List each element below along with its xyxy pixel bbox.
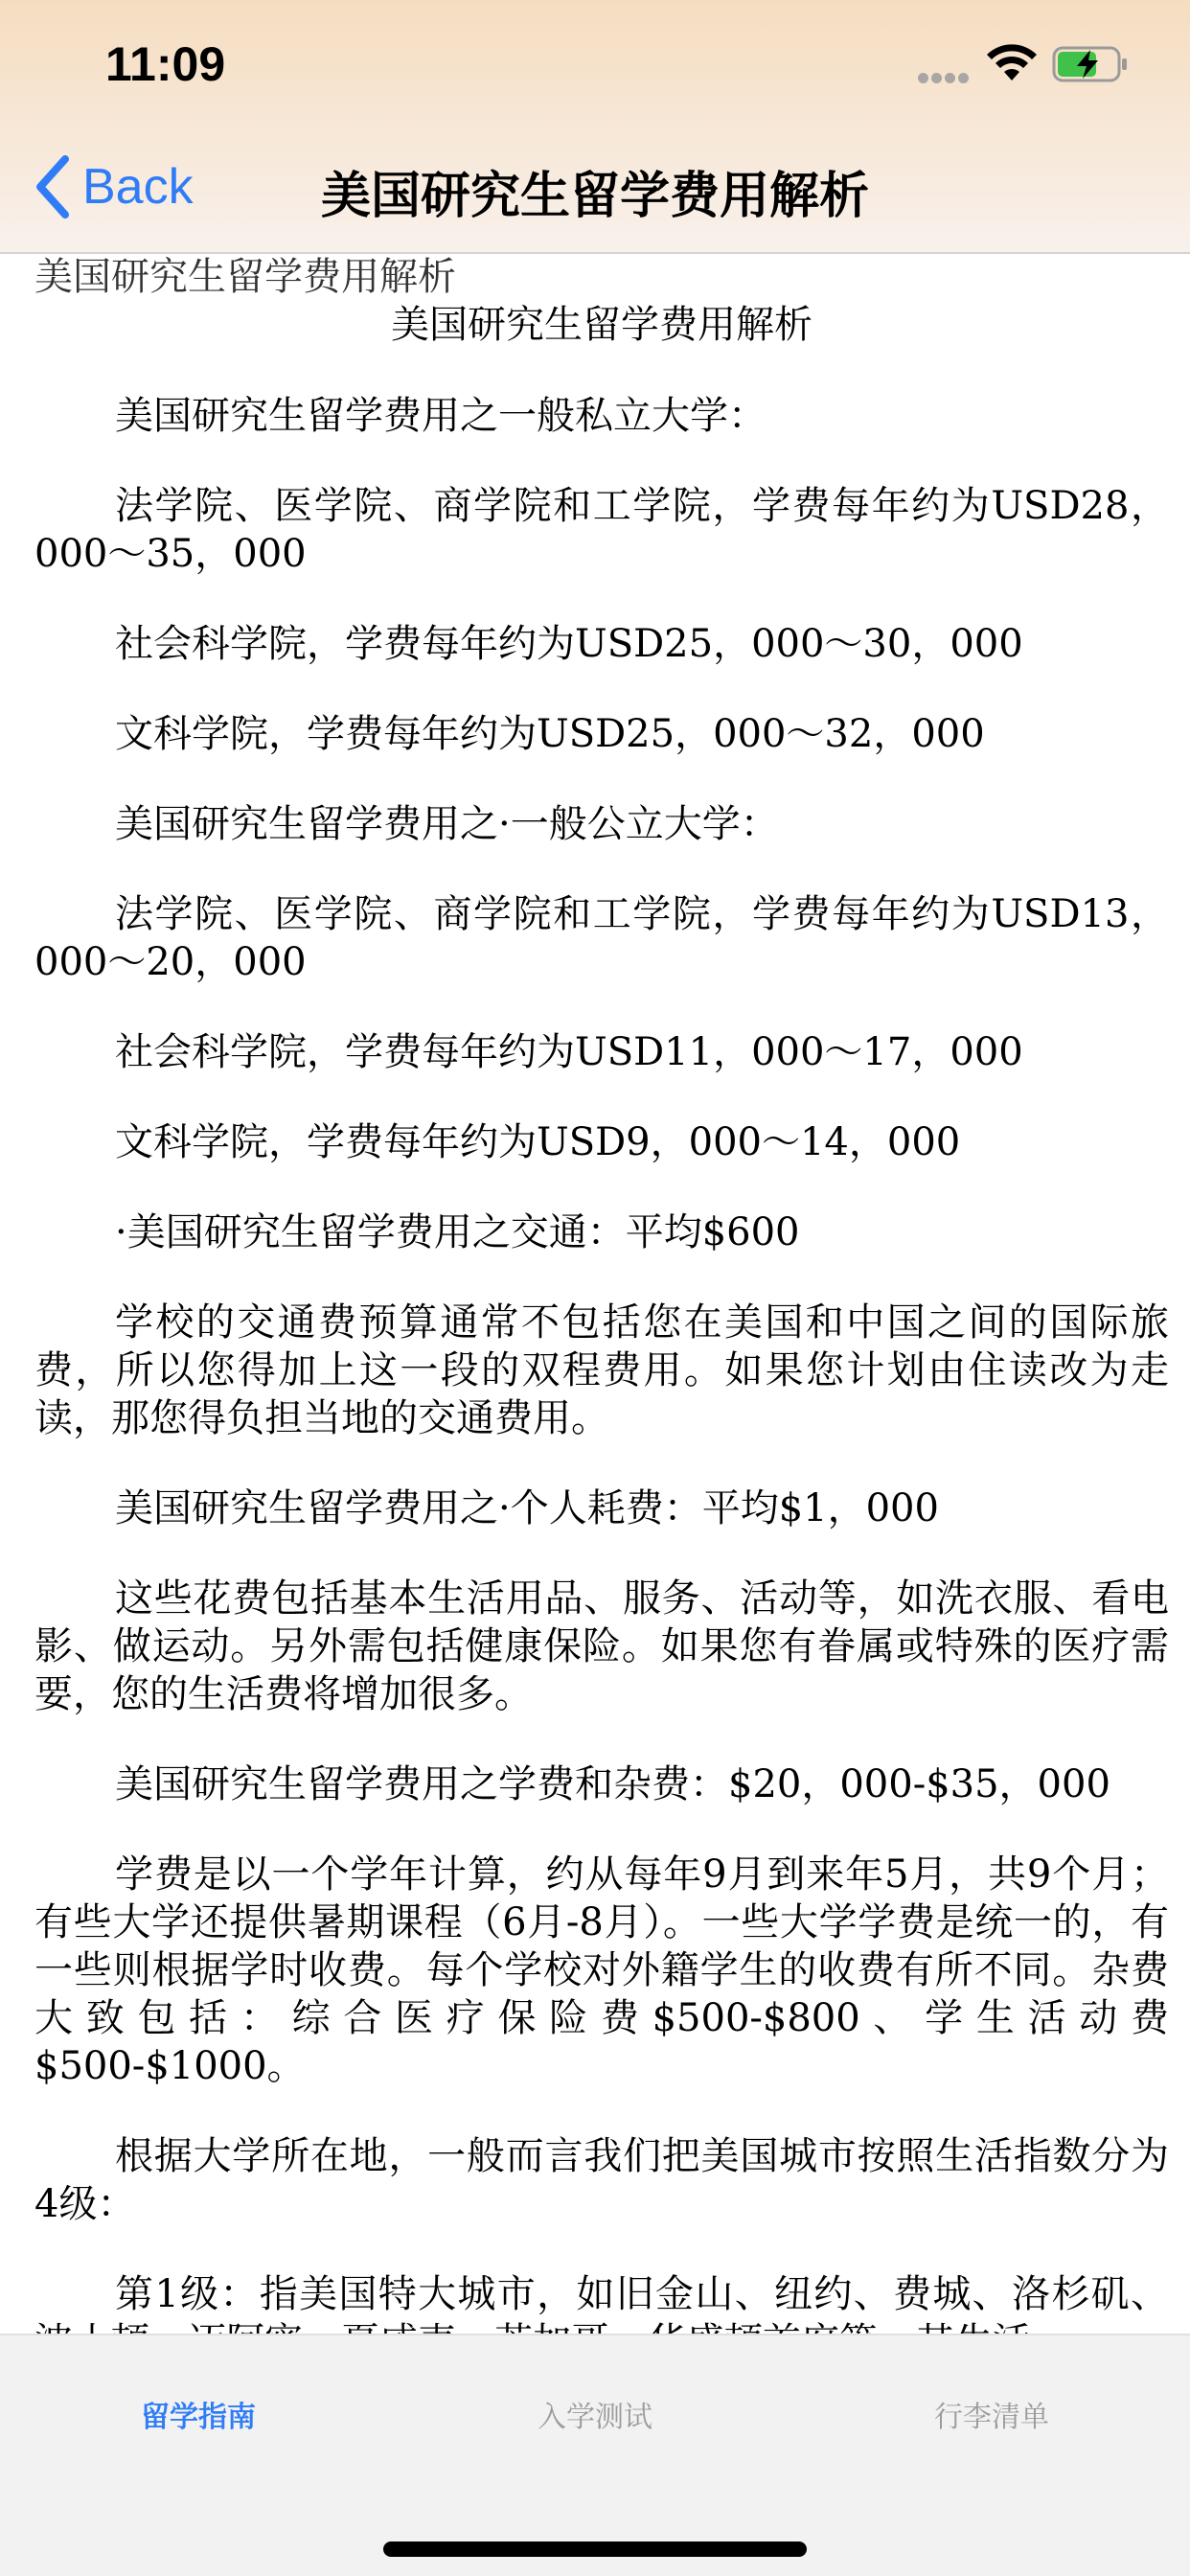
tab-packing-list[interactable]: 行李清单 xyxy=(934,2401,1049,2434)
article-paragraph: 社会科学院，学费每年约为USD25，000～30，000 xyxy=(115,622,1023,666)
article-paragraph: 法学院、医学院、商学院和工学院，学费每年约为USD28，000～35，000 xyxy=(34,484,1169,576)
cellular-dots-icon xyxy=(918,69,973,82)
article-body xyxy=(34,392,1169,2366)
article-scroll-area[interactable] xyxy=(0,254,1190,2334)
article-paragraph: 美国研究生留学费用之学费和杂费：$20，000-$35，000 xyxy=(115,1762,1110,1806)
wifi-icon xyxy=(985,44,1039,82)
back-label: Back xyxy=(82,159,194,215)
tab-bar xyxy=(0,2334,1190,2576)
article-paragraph: 文科学院，学费每年约为USD25，000～32，000 xyxy=(115,712,985,756)
battery-charging-icon xyxy=(1052,46,1129,82)
article-paragraph: 美国研究生留学费用之一般私立大学： xyxy=(115,394,767,438)
article-paragraph: 文科学院，学费每年约为USD9，000～14，000 xyxy=(115,1120,961,1164)
article-paragraph: 美国研究生留学费用之·一般公立大学： xyxy=(115,802,779,846)
article-paragraph: 第1级：指美国特大城市，如旧金山、纽约、费城、洛杉矶、 xyxy=(115,2272,1169,2316)
article-paragraph: 根据大学所在地，一般而言我们把美国城市按照生活指数分为4级： xyxy=(34,2134,1169,2226)
page-title: 美国研究生留学费用解析 xyxy=(320,168,869,225)
article-paragraph: 法学院、医学院、商学院和工学院，学费每年约为USD13，000～20，000 xyxy=(34,892,1169,984)
status-time: 11:09 xyxy=(105,37,226,91)
tab-study-guide[interactable]: 留学指南 xyxy=(141,2401,256,2434)
article-paragraph: ·美国研究生留学费用之交通：平均$600 xyxy=(115,1210,800,1254)
tab-admission-test[interactable]: 入学测试 xyxy=(538,2401,652,2434)
home-indicator[interactable] xyxy=(383,2542,807,2557)
top-bar xyxy=(0,0,1190,254)
article-paragraph: 学费是以一个学年计算，约从每年9月到来年5月，共9个月；有些大学还提供暑期课程（6月-8月）。一些大学学费是统一的，有一些则根据学时收费。每个学校对外籍学生的收费有所不同。杂费大致包括：综合医疗保险费$500-$800、学生活动费$500-$1000。 xyxy=(34,1852,1169,2088)
article-subtitle: 美国研究生留学费用解析 xyxy=(391,303,812,347)
article-paragraph: 这些花费包括基本生活用品、服务、活动等，如洗衣服、看电影、做运动。另外需包括健康保险。如果您有眷属或特殊的医疗需要，您的生活费将增加很多。 xyxy=(34,1576,1169,1716)
article-heading: 美国研究生留学费用解析 xyxy=(34,255,456,299)
article-paragraph: 学校的交通费预算通常不包括您在美国和中国之间的国际旅费，所以您得加上这一段的双程费用。如果您计划由住读改为走读，那您得负担当地的交通费用。 xyxy=(34,1300,1169,1440)
article-paragraph: 社会科学院，学费每年约为USD11，000～17，000 xyxy=(115,1030,1023,1074)
article-paragraph: 美国研究生留学费用之·个人耗费：平均$1，000 xyxy=(115,1486,939,1530)
